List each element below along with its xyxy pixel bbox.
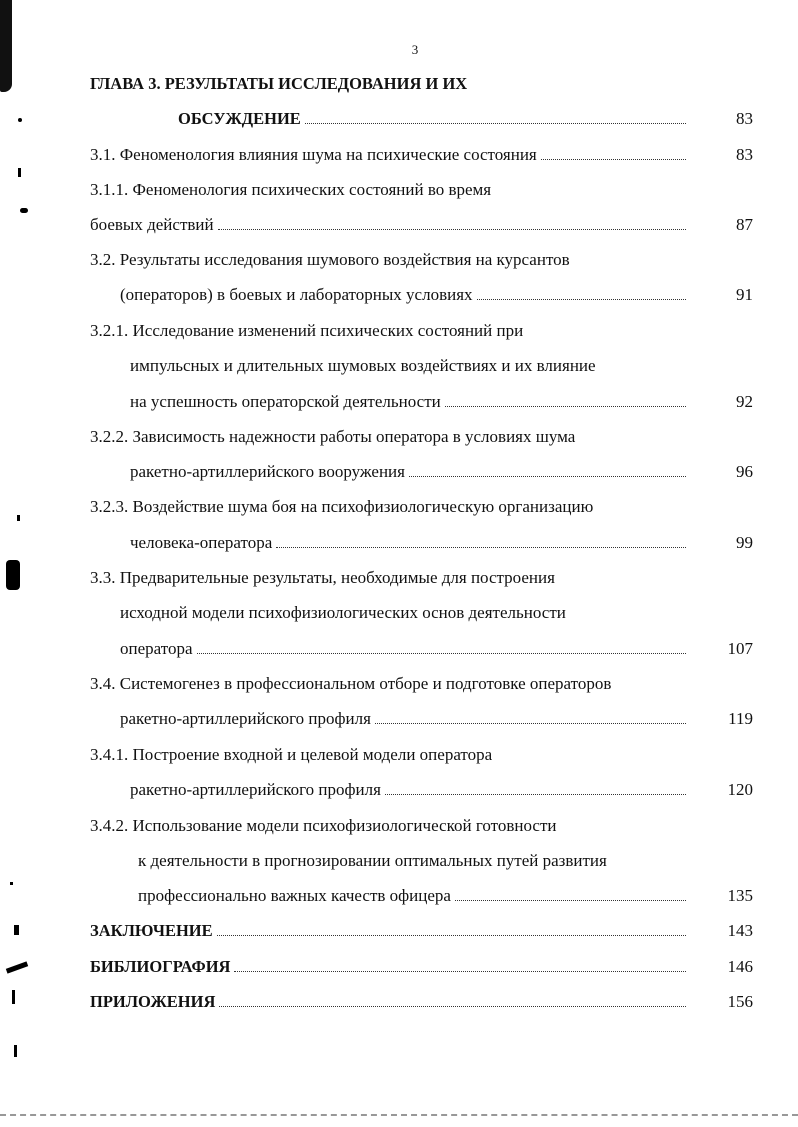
toc-entry-text: профессионально важных качеств офицера bbox=[138, 886, 451, 905]
toc-page-number: 83 bbox=[736, 145, 753, 164]
toc-entry-text: 3.2. Результаты исследования шумового воздействия на курсантов bbox=[90, 250, 570, 269]
toc-entry-text: 3.2.2. Зависимость надежности работы оператора в условиях шума bbox=[90, 427, 576, 446]
toc-page-number: 92 bbox=[736, 392, 753, 411]
toc-entry-text: импульсных и длительных шумовых воздействиях и их влияние bbox=[130, 356, 596, 375]
toc-entry-text: оператора bbox=[120, 639, 193, 658]
dot-leader bbox=[541, 159, 686, 160]
toc-section-bibliography bbox=[90, 954, 692, 980]
toc-entry bbox=[130, 530, 692, 556]
toc-entry-text: исходной модели психофизиологических основ деятельности bbox=[120, 603, 566, 622]
dot-leader bbox=[445, 406, 686, 407]
toc-page-number: 96 bbox=[736, 462, 753, 481]
dot-leader bbox=[409, 476, 686, 477]
scan-speck bbox=[17, 515, 20, 521]
toc-section-appendices bbox=[90, 989, 692, 1015]
dot-leader bbox=[305, 123, 686, 124]
toc-entry-text: человека-оператора bbox=[130, 533, 273, 552]
chapter-title-line1: ГЛАВА 3. РЕЗУЛЬТАТЫ ИССЛЕДОВАНИЯ И ИХ bbox=[90, 74, 468, 93]
toc-entry-text: ракетно-артиллерийского вооружения bbox=[130, 462, 405, 481]
toc-section-title: ПРИЛОЖЕНИЯ bbox=[90, 992, 216, 1011]
chapter-title-text: ОБСУЖДЕНИЕ bbox=[178, 109, 301, 128]
dot-leader bbox=[477, 299, 686, 300]
toc-entry-text: на успешность операторской деятельности bbox=[130, 392, 441, 411]
toc-entry bbox=[90, 142, 692, 168]
toc-page-number: 146 bbox=[727, 957, 753, 976]
toc-entry bbox=[130, 777, 692, 803]
toc-page-number: 99 bbox=[736, 533, 753, 552]
scan-speck bbox=[20, 208, 28, 213]
toc-section-title: БИБЛИОГРАФИЯ bbox=[90, 957, 231, 976]
toc-section-conclusion bbox=[90, 918, 692, 944]
scan-edge bbox=[0, 1114, 798, 1118]
toc-entry-text: (операторов) в боевых и лабораторных условиях bbox=[120, 285, 473, 304]
toc-page-number: 156 bbox=[727, 992, 753, 1011]
toc-entry bbox=[138, 883, 692, 909]
toc-page-number: 87 bbox=[736, 215, 753, 234]
scan-artifact bbox=[0, 0, 12, 92]
dot-leader bbox=[385, 794, 686, 795]
dot-leader bbox=[217, 935, 686, 936]
toc-entry-text: 3.3. Предварительные результаты, необходимые для построения bbox=[90, 568, 555, 587]
toc-page-number: 91 bbox=[736, 285, 753, 304]
scan-speck bbox=[12, 990, 15, 1004]
dot-leader bbox=[219, 1006, 686, 1007]
toc-page-number: 107 bbox=[727, 639, 753, 658]
toc-entry-text: ракетно-артиллерийского профиля bbox=[130, 780, 381, 799]
dot-leader bbox=[234, 971, 686, 972]
toc-section-title: ЗАКЛЮЧЕНИЕ bbox=[90, 921, 213, 940]
toc-entry-text: ракетно-артиллерийского профиля bbox=[120, 709, 371, 728]
dot-leader bbox=[197, 653, 687, 654]
toc-entry bbox=[130, 389, 692, 415]
dot-leader bbox=[276, 547, 686, 548]
dot-leader bbox=[375, 723, 686, 724]
toc-entry-text: 3.1. Феноменология влияния шума на психические состояния bbox=[90, 145, 537, 164]
toc-entry bbox=[120, 636, 692, 662]
toc-entry bbox=[120, 706, 692, 732]
toc-entry-text: 3.4.2. Использование модели психофизиологической готовности bbox=[90, 816, 557, 835]
scan-speck bbox=[14, 1045, 17, 1057]
scan-speck bbox=[14, 925, 19, 935]
toc-entry bbox=[90, 212, 692, 238]
scan-speck bbox=[10, 882, 13, 885]
dot-leader bbox=[455, 900, 686, 901]
toc-entry-text: 3.1.1. Феноменология психических состояний во время bbox=[90, 180, 492, 199]
toc-entry bbox=[130, 459, 692, 485]
toc-entry-text: 3.2.1. Исследование изменений психических состояний при bbox=[90, 321, 524, 340]
toc-entry-text: боевых действий bbox=[90, 215, 214, 234]
toc-entry-text: 3.4.1. Построение входной и целевой модели оператора bbox=[90, 745, 493, 764]
toc-entry-text: к деятельности в прогнозировании оптимальных путей развития bbox=[138, 851, 607, 870]
toc-page-number: 119 bbox=[728, 709, 753, 728]
scan-speck bbox=[6, 961, 28, 973]
toc-page-number: 120 bbox=[727, 780, 753, 799]
dot-leader bbox=[218, 229, 686, 230]
chapter-page: 83 bbox=[736, 109, 753, 128]
scan-speck bbox=[18, 118, 22, 122]
scan-speck bbox=[18, 168, 21, 177]
toc-page-number: 143 bbox=[727, 921, 753, 940]
page-number: 3 bbox=[411, 42, 419, 57]
toc-entry bbox=[120, 282, 692, 308]
toc-entry-text: 3.2.3. Воздействие шума боя на психофизиологическую организацию bbox=[90, 497, 594, 516]
toc-entry-text: 3.4. Системогенез в профессиональном отборе и подготовке операторов bbox=[90, 674, 612, 693]
scan-speck bbox=[6, 560, 20, 590]
chapter-title-line2 bbox=[178, 106, 692, 132]
toc-page-number: 135 bbox=[727, 886, 753, 905]
